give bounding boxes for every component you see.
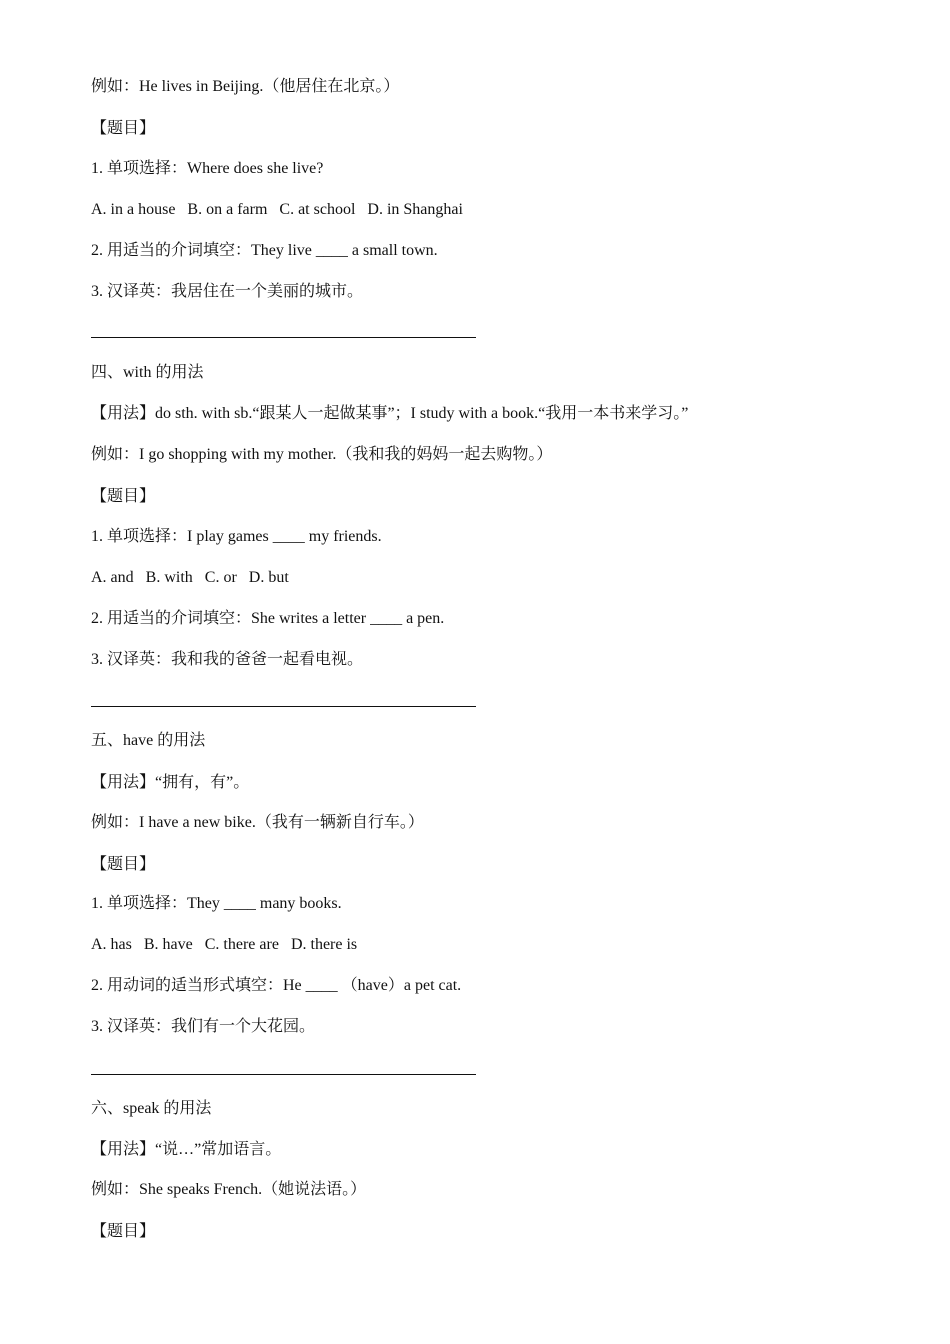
question-heading: 【题目】	[91, 1223, 156, 1240]
section-heading-have: 五、have 的用法	[91, 732, 206, 749]
question-2-fill-preposition: 2. 用适当的介词填空：They live ____ a small town.	[91, 242, 438, 259]
usage-speak: 【用法】“说…”常加语言。	[91, 1141, 282, 1158]
usage-have: 【用法】“拥有，有”。	[91, 774, 250, 791]
question-1-options: A. has B. have C. there are D. there is	[91, 936, 358, 953]
question-2-writes-letter: 2. 用适当的介词填空：She writes a letter ____ a pen.	[91, 610, 445, 627]
answer-line	[91, 1074, 476, 1075]
question-1-where-does-she-live: 1. 单项选择：Where does she live?	[91, 160, 324, 177]
question-1-options: A. in a house B. on a farm C. at school D. in Shanghai	[91, 201, 463, 218]
example-new-bike: 例如：I have a new bike.（我有一辆新自行车。）	[91, 814, 424, 831]
example-lives-in-beijing: 例如：He lives in Beijing.（他居住在北京。）	[91, 78, 400, 95]
question-heading: 【题目】	[91, 488, 156, 505]
usage-with: 【用法】do sth. with sb.“跟某人一起做某事”；I study with a book.“我用一本书来学习。”	[91, 405, 689, 422]
answer-line	[91, 337, 476, 338]
question-heading: 【题目】	[91, 120, 156, 137]
question-1-options: A. and B. with C. or D. but	[91, 569, 289, 586]
question-1-play-games: 1. 单项选择：I play games ____ my friends.	[91, 528, 382, 545]
example-go-shopping: 例如：I go shopping with my mother.（我和我的妈妈一起去购物。）	[91, 446, 553, 463]
answer-line	[91, 706, 476, 707]
section-heading-speak: 六、speak 的用法	[91, 1100, 212, 1117]
question-3-translate: 3. 汉译英：我居住在一个美丽的城市。	[91, 283, 364, 300]
question-heading: 【题目】	[91, 856, 156, 873]
section-heading-with: 四、with 的用法	[91, 364, 204, 381]
question-3-translate: 3. 汉译英：我和我的爸爸一起看电视。	[91, 651, 364, 668]
example-speaks-french: 例如：She speaks French.（她说法语。）	[91, 1181, 367, 1198]
question-1-many-books: 1. 单项选择：They ____ many books.	[91, 895, 342, 912]
question-3-translate: 3. 汉译英：我们有一个大花园。	[91, 1018, 316, 1035]
question-2-pet-cat: 2. 用动词的适当形式填空：He ____ （have）a pet cat.	[91, 977, 462, 994]
